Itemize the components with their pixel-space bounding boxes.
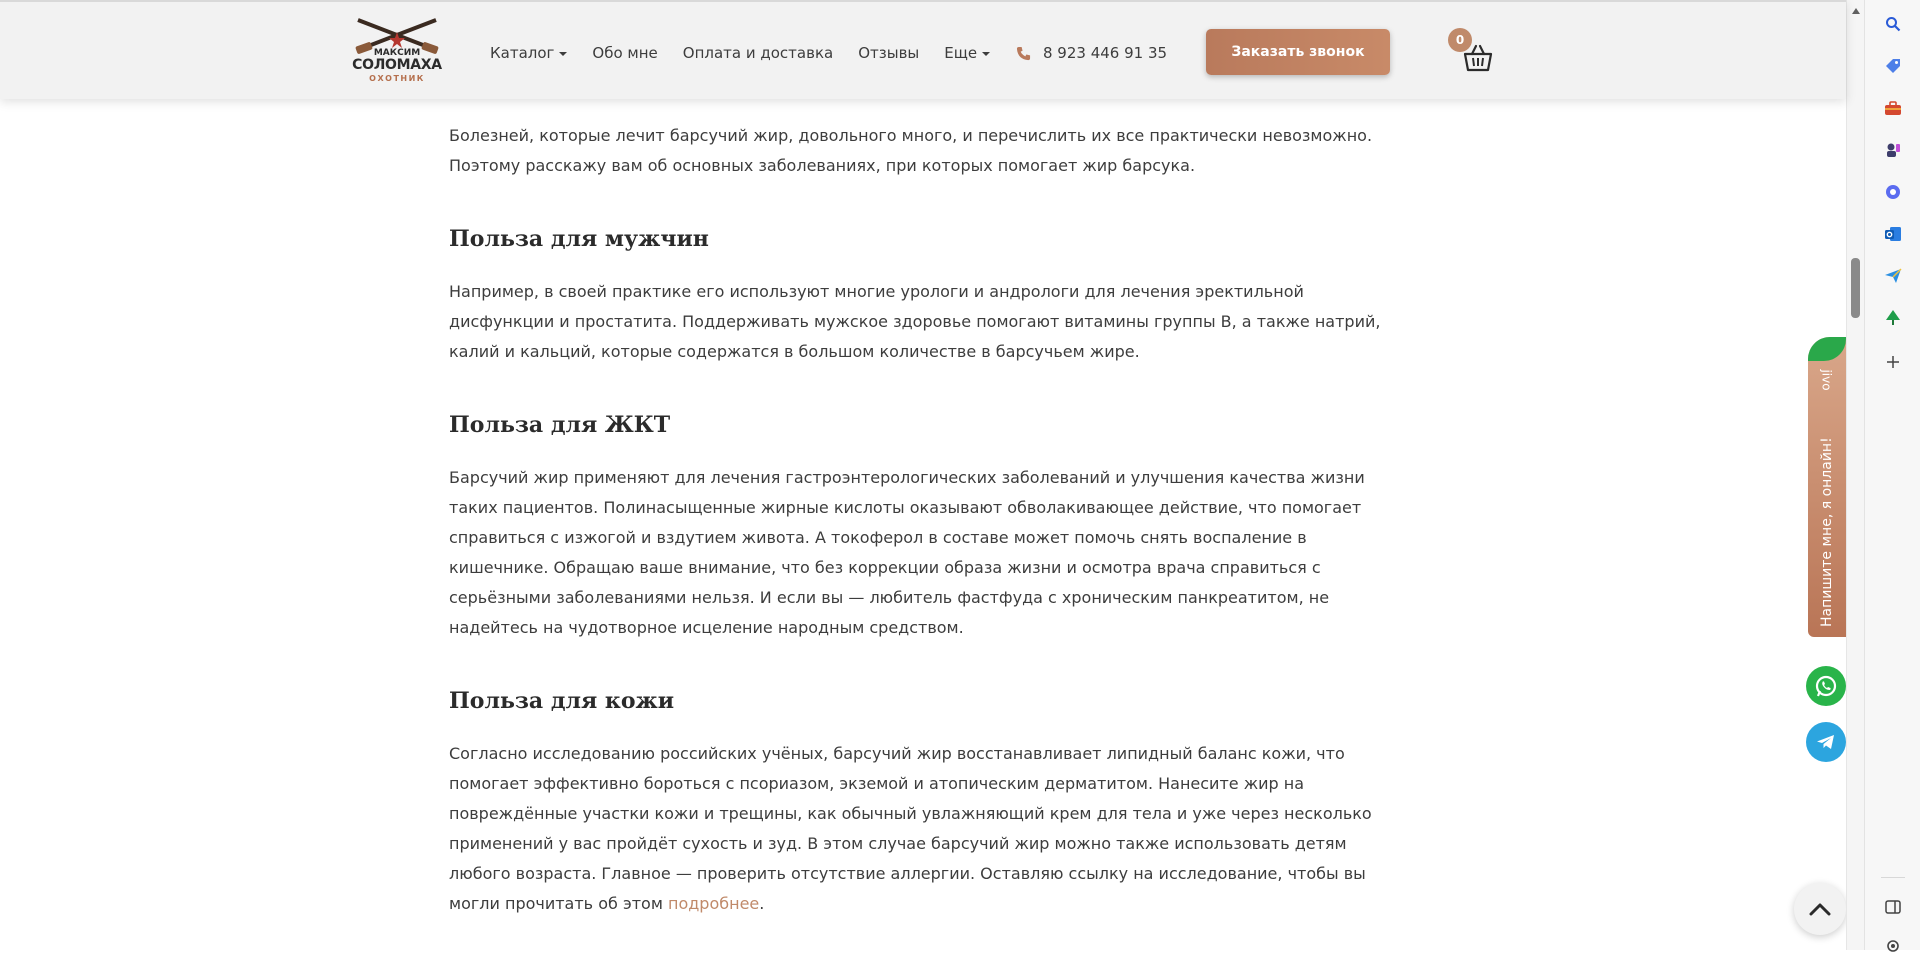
copilot-icon[interactable]: [1883, 182, 1903, 202]
caret-down-icon: [559, 52, 567, 56]
nav-item-catalog[interactable]: [490, 44, 567, 62]
nav-item-label: Обо мне: [592, 44, 658, 62]
page-scrollbar[interactable]: [1846, 0, 1865, 950]
phone-icon: [1016, 46, 1031, 61]
add-icon[interactable]: [1883, 352, 1903, 372]
nav-item-label: Еще: [944, 44, 978, 62]
section-text-skin-tail: .: [759, 894, 765, 913]
jivo-chat-tab[interactable]: [1808, 337, 1846, 637]
search-icon[interactable]: [1883, 14, 1903, 34]
section-text-skin: [449, 739, 1399, 919]
telegram-button[interactable]: [1806, 722, 1846, 762]
section-text-skin-body: Согласно исследованию российских учёных, барсучий жир восстанавливает липидный баланс кожи, что помогает эффективно бороться с псориазом, экземой и атопическим дерматитом. Нанесите жир на повреждённые участки кожи и трещины, как обычный увлажняющий крем для тела и уже через несколько применений у вас пройдёт сухость и зуд. В этом случае барсучий жир можно также использовать детям любого возраста. Главное — проверить отсутствие аллергии. Оставляю ссылку на исследование, чтобы вы могли прочитать об этом: [449, 744, 1372, 913]
leaf-icon: [1808, 337, 1846, 361]
scrollbar-thumb[interactable]: [1851, 258, 1860, 318]
site-logo[interactable]: [352, 16, 442, 86]
order-call-button[interactable]: Заказать звонок: [1206, 29, 1390, 75]
toolbox-icon[interactable]: [1883, 98, 1903, 118]
chevron-up-icon: [1809, 902, 1831, 916]
logo-line-1: МАКСИМ: [373, 48, 421, 58]
outlook-icon[interactable]: [1883, 224, 1903, 244]
tree-icon[interactable]: [1883, 308, 1903, 328]
header-phone[interactable]: [1016, 44, 1167, 62]
nav-item-label: Каталог: [490, 44, 555, 62]
phone-number: 8 923 446 91 35: [1043, 44, 1168, 62]
nav-item-label: Оплата и доставка: [682, 44, 834, 62]
sidebar-divider: [1881, 877, 1905, 878]
scroll-to-top-button[interactable]: [1794, 883, 1846, 935]
sidebar-toggle-icon[interactable]: [1883, 897, 1903, 917]
cart-button[interactable]: [1448, 28, 1498, 78]
nav-item-about[interactable]: [592, 44, 657, 62]
whatsapp-icon: [1813, 673, 1839, 699]
caret-down-icon: [982, 52, 990, 56]
whatsapp-button[interactable]: [1806, 666, 1846, 706]
cart-count-badge: 0: [1448, 28, 1472, 52]
section-text-men: Например, в своей практике его используют многие урологи и андрологи для лечения эректильной дисфункции и простатита. Поддерживать мужское здоровье помогают витамины группы В, а также натрий, калий и кальций, которые содержатся в большом количестве в барсучьем жире.: [449, 282, 1381, 361]
settings-icon[interactable]: [1883, 936, 1903, 956]
main-nav: [490, 44, 1015, 62]
nav-item-payment-delivery[interactable]: [683, 44, 833, 62]
nav-item-label: Отзывы: [858, 44, 920, 62]
scroll-up-arrow-icon[interactable]: [1852, 8, 1860, 14]
nav-item-more[interactable]: [944, 44, 990, 62]
send-icon[interactable]: [1883, 266, 1903, 286]
nav-item-reviews[interactable]: [858, 44, 919, 62]
section-heading-gi: Польза для ЖКТ: [449, 412, 671, 438]
logo-line-3: ОХОТНИК: [369, 74, 425, 83]
telegram-icon: [1814, 730, 1838, 754]
intro-paragraph: Болезней, которые лечит барсучий жир, довольного много, и перечислить их все практически невозможно. Поэтому расскажу вам об основных заболеваниях, при которых помогает жир барсука.: [449, 126, 1373, 175]
section-text-gi: Барсучий жир применяют для лечения гастроэнтерологических заболеваний и улучшения качества жизни таких пациентов. Полинасыщенные жирные кислоты оказывают обволакивающее действие, что помогает справиться с изжогой и вздутием живота. А токоферол в составе может помочь снять воспаление в кишечнике. Обращаю ваше внимание, что без коррекции образа жизни и осмотра врача справиться с серьёзными заболеваниями нельзя. И если вы — любитель фастфуда с хроническим панкреатитом, не надейтесь на чудотворное исцеление народным средством.: [449, 468, 1365, 637]
logo-line-2: СОЛОМАХА: [352, 57, 442, 73]
site-header: [0, 0, 1846, 99]
more-link[interactable]: подробнее: [667, 894, 760, 913]
jivo-chat-label: Напишите мне, я онлайн!: [1819, 437, 1835, 627]
games-icon[interactable]: [1883, 140, 1903, 160]
section-heading-skin: Польза для кожи: [449, 688, 675, 714]
jivo-brand: jivo: [1819, 369, 1834, 391]
browser-sidebar: [1864, 0, 1920, 950]
tag-icon[interactable]: [1883, 56, 1903, 76]
section-heading-men: Польза для мужчин: [449, 226, 709, 252]
